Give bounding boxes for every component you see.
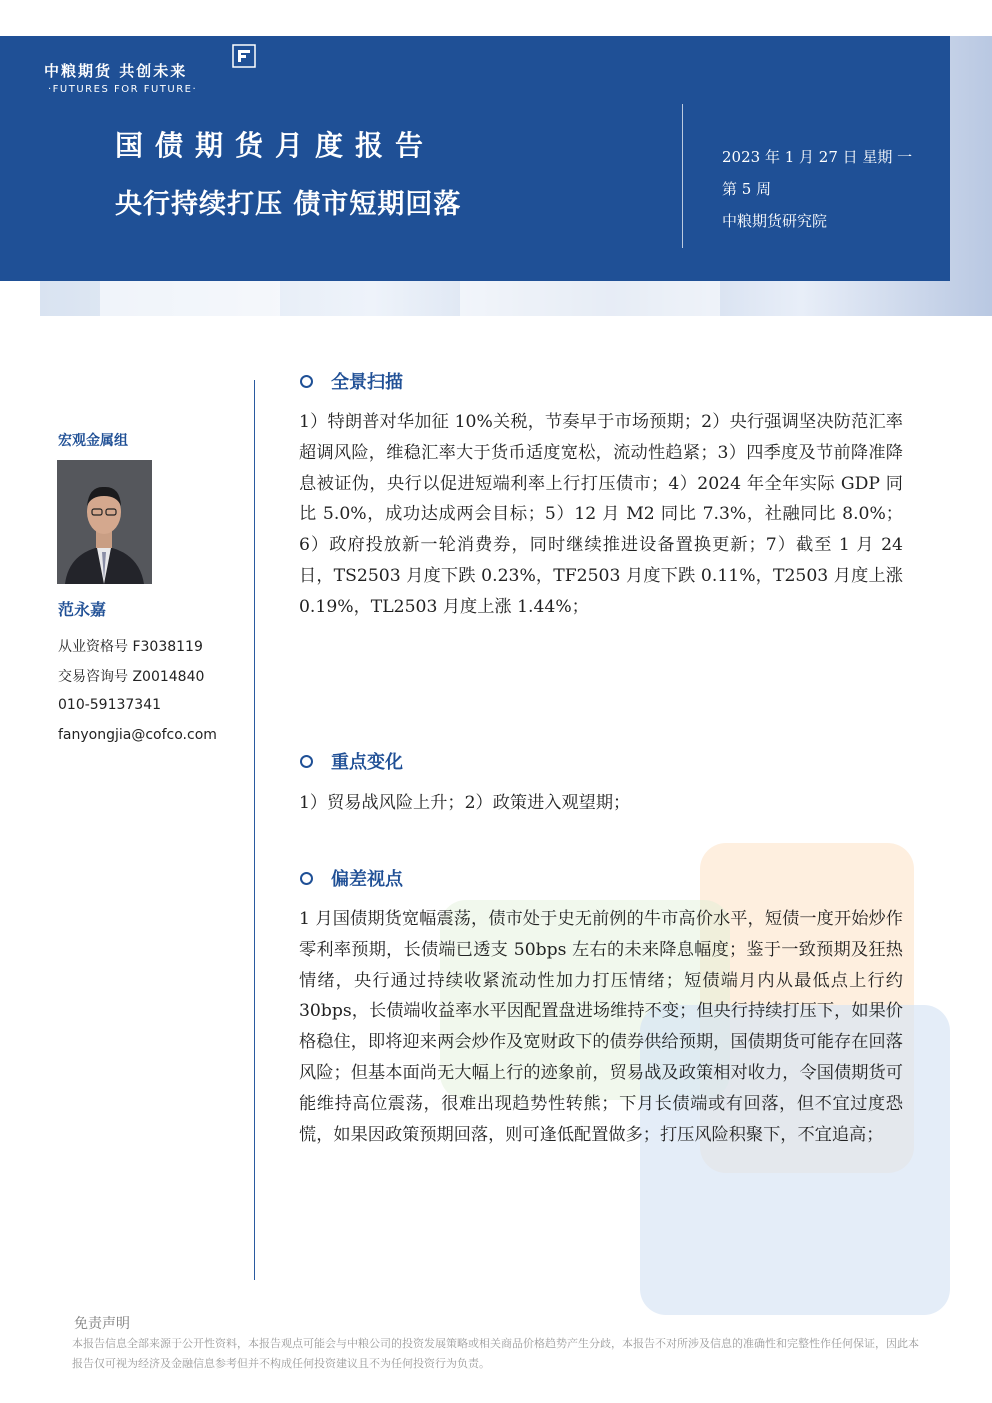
section-heading-text: 重点变化 [331, 752, 403, 773]
author-license: 从业资格号 F3038119 [58, 639, 203, 655]
brand-name: 中粮期货 共创未来 [44, 62, 188, 80]
section-heading-text: 全景扫描 [331, 372, 403, 393]
bullet-circle-icon [300, 872, 313, 885]
column-divider [254, 380, 255, 1280]
author-name: 范永嘉 [58, 600, 107, 619]
section-body-overview: 1）特朗普对华加征 10%关税，节奏早于市场预期；2）央行强调坚决防范汇率超调风险，维稳汇率大于货币适度宽松，流动性趋紧；3）四季度及节前降准降息被证伪，央行以促进短端利率上行打压债市；4）2024 年全年实际 GDP 同比 5.0%，成功达成两会目标；5）12 月 M2 同比 7.3%，社融同比 8.0%；6）政府投放新一轮消费券，同时继续推进设备置换更新；7）截至 1 月 24 日，TS2503 月度下跌 0.23%，TF2503 月度下跌 0.11%，T2503 月度上涨 0.19%，TL2503 月度上涨 1.44%； [299, 412, 903, 617]
author-photo [57, 460, 152, 584]
report-title: 国债期货月度报告 [115, 129, 436, 162]
section-body-deviation-view: 1 月国债期货宽幅震荡，债市处于史无前例的牛市高价水平，短债一度开始炒作零利率预期，长债端已透支 50bps 左右的未来降息幅度；鉴于一致预期及狂热情绪，央行通过持续收紧流动性加力打压情绪；短债端月内从最低点上行约 30bps，长债端收益率水平因配置盘进场维持不变；但央行持续打压下，如果价格稳住，即将迎来两会炒作及宽财政下的债券供给预期，国债期货可能存在回落风险；但基本面尚无大幅上行的迹象前，贸易战及政策相对收力，令国债期货可能维持高位震荡，很难出现趋势性转熊；下月长债端或有回落，但不宜过度恐慌，如果因政策预期回落，则可逢低配置做多；打压风险积聚下，不宜追高； [299, 909, 903, 1145]
author-consult-id: 交易咨询号 Z0014840 [58, 669, 205, 685]
report-institute: 中粮期货研究院 [722, 212, 828, 230]
header-divider [682, 104, 683, 248]
bullet-circle-icon [300, 375, 313, 388]
brand-slogan: ·FUTURES FOR FUTURE· [48, 84, 198, 95]
author-group: 宏观金属组 [58, 433, 128, 449]
section-heading-key-changes [300, 748, 403, 774]
brand-logo-mark-icon [232, 44, 256, 68]
report-date: 2023 年 1 月 27 日 星期 一 [722, 148, 913, 166]
section-body-key-changes: 1）贸易战风险上升；2）政策进入观望期； [299, 793, 631, 813]
section-heading-overview [300, 368, 403, 394]
brand-logo [44, 60, 187, 81]
disclaimer-title: 免责声明 [74, 1316, 130, 1332]
author-phone: 010-59137341 [58, 697, 162, 713]
disclaimer-text: 本报告信息全部来源于公开性资料，本报告观点可能会与中粮公司的投资发展策略或相关商品价格趋势产生分歧，本报告不对所涉及信息的准确性和完整性作任何保证，因此本报告仅可视为经济及金融信息参考但并不构成任何投资建议且不为任何投资行为负责。 [72, 1337, 919, 1370]
section-heading-text: 偏差视点 [331, 869, 403, 890]
report-subtitle: 央行持续打压 债市短期回落 [115, 189, 462, 220]
author-email: fanyongjia@cofco.com [58, 727, 217, 743]
bullet-circle-icon [300, 755, 313, 768]
report-week: 第 5 周 [722, 180, 772, 198]
section-heading-deviation-view [300, 865, 403, 891]
